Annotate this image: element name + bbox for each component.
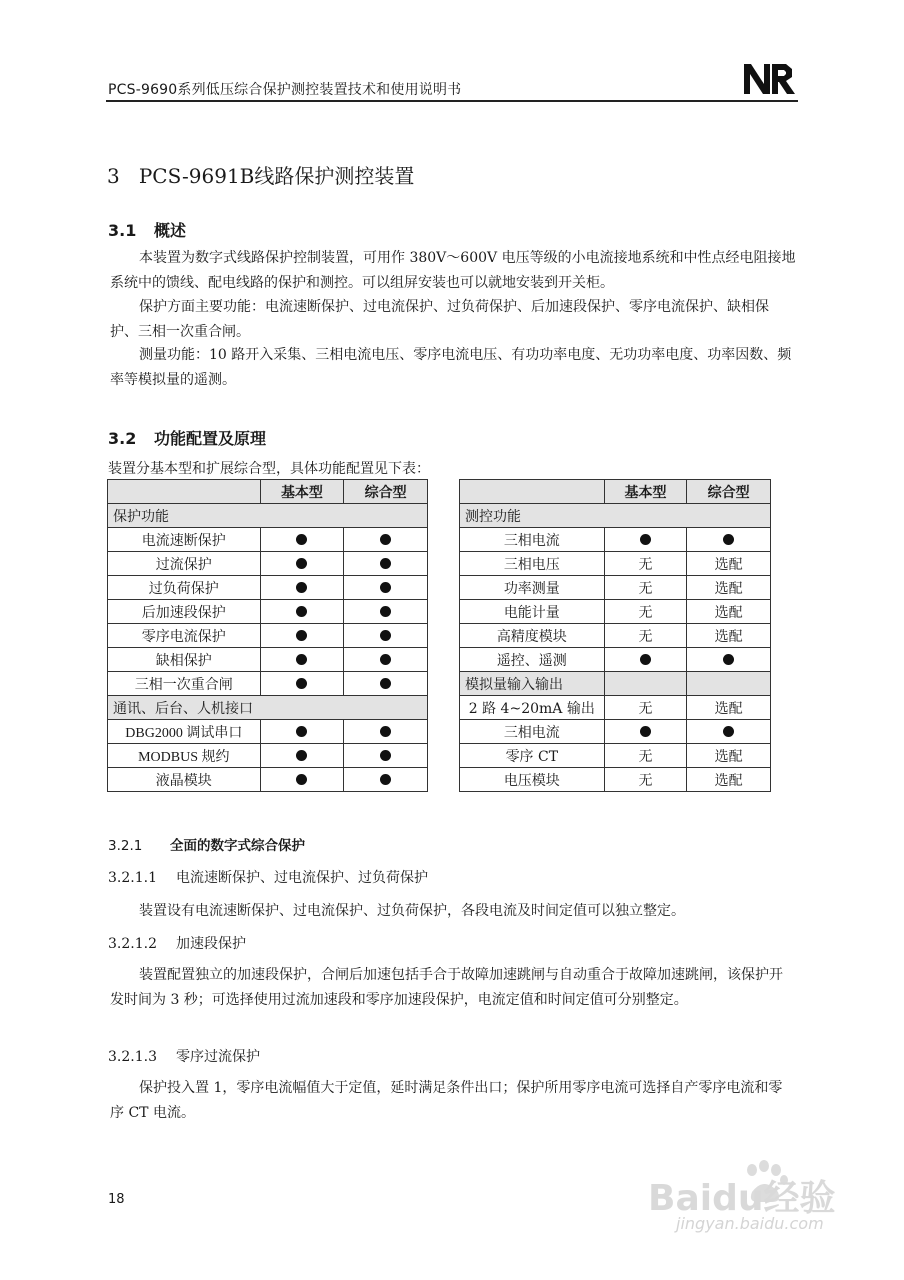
col-full-header: 综合型 [687,480,771,504]
table-row [108,744,428,768]
function-name: 三相一次重合闸 [108,672,261,696]
basic-value: 无 [604,744,687,768]
section-3-1-heading [108,218,186,241]
function-name: 后加速段保护 [108,600,261,624]
supported-dot-icon [296,774,307,785]
function-name: 2 路 4~20mA 输出 [460,696,605,720]
section-3-2-1-heading [108,834,305,854]
table-row [108,720,428,744]
supported-dot-icon [723,726,734,737]
supported-dot-icon [380,678,391,689]
full-value: 选配 [687,600,771,624]
supported-dot-icon [380,534,391,545]
supported-dot-icon [296,606,307,617]
supported-dot-icon [296,678,307,689]
section-row-communication: 通讯、后台、人机接口 [108,696,428,720]
table-row [460,528,771,552]
supported-dot-icon [296,630,307,641]
function-name: 零序电流保护 [108,624,261,648]
header-blank-cell [108,480,261,504]
overview-paragraph-2: 保护方面主要功能：电流速断保护、过电流保护、过负荷保护、后加速段保护、零序电流保护、缺相保护、三相一次重合闸。 [110,299,769,340]
table-row [460,720,771,744]
supported-dot-icon [296,534,307,545]
table-row [108,528,428,552]
section-3-2-1-1-heading [108,867,428,887]
table-row [108,576,428,600]
supported-dot-icon [380,750,391,761]
table-row [460,696,771,720]
supported-dot-icon [296,582,307,593]
supported-dot-icon [380,558,391,569]
measurement-function-table [459,479,771,792]
full-value: 选配 [687,696,771,720]
section-row-analog-io: 模拟量输入输出 [460,672,605,696]
section-number: 3.2.1.2 [108,936,157,952]
section-title: 加速段保护 [176,936,246,952]
protection-function-table [107,479,428,792]
basic-value: 无 [604,768,687,792]
section-blank-cell [687,672,771,696]
section-row-protection: 保护功能 [108,504,428,528]
function-name: 三相电流 [460,528,605,552]
running-header-title: PCS-9690系列低压综合保护测控装置技术和使用说明书 [108,82,462,98]
supported-dot-icon [296,750,307,761]
col-basic-header: 基本型 [604,480,687,504]
function-name: 遥控、遥测 [460,648,605,672]
watermark-brand: Baidu经验 [648,1178,836,1219]
basic-value: 无 [604,600,687,624]
section-3-2-1-2-heading [108,933,246,953]
table-row [460,744,771,768]
supported-dot-icon [296,726,307,737]
supported-dot-icon [380,630,391,641]
function-name: 功率测量 [460,576,605,600]
basic-value: 无 [604,624,687,648]
function-name: 过负荷保护 [108,576,261,600]
page-number: 18 [108,1192,125,1207]
table-row [108,768,428,792]
function-name: 过流保护 [108,552,261,576]
supported-dot-icon [640,654,651,665]
supported-dot-icon [640,726,651,737]
table-row [108,552,428,576]
full-value: 选配 [687,624,771,648]
function-name: 电压模块 [460,768,605,792]
chapter-title: PCS-9691B线路保护测控装置 [138,164,415,188]
section-title: 电流速断保护、过电流保护、过负荷保护 [176,870,428,886]
section-3-2-1-3-heading [108,1046,260,1066]
section-number: 3.2.1.1 [108,870,157,886]
supported-dot-icon [723,534,734,545]
basic-value: 无 [604,552,687,576]
section-row-measurement: 测控功能 [460,504,771,528]
table-row [460,576,771,600]
function-name: 三相电流 [460,720,605,744]
watermark-url: jingyan.baidu.com [676,1214,824,1233]
section-title: 概述 [154,221,187,240]
function-name: 三相电压 [460,552,605,576]
function-name: 电流速断保护 [108,528,261,552]
col-full-header: 综合型 [344,480,428,504]
supported-dot-icon [640,534,651,545]
table-row [108,624,428,648]
full-value: 选配 [687,768,771,792]
basic-value: 无 [604,696,687,720]
table-intro: 装置分基本型和扩展综合型，具体功能配置见下表： [108,461,430,477]
full-value: 选配 [687,576,771,600]
acceleration-paragraph: 装置配置独立的加速段保护，合闸后加速包括手合于故障加速跳闸与自动重合于故障加速跳闸，该保护开发时间为 3 秒；可选择使用过流加速段和零序加速段保护，电流定值和时间定值可分别整定。 [110,967,783,1008]
supported-dot-icon [296,654,307,665]
supported-dot-icon [380,774,391,785]
nr-logo [742,62,798,100]
header-blank-cell [460,480,605,504]
table-row [460,624,771,648]
function-name: MODBUS 规约 [108,744,261,768]
function-name: DBG2000 调试串口 [108,720,261,744]
basic-value: 无 [604,576,687,600]
section-blank-cell [604,672,687,696]
zero-sequence-paragraph: 保护投入置 1，零序电流幅值大于定值，延时满足条件出口；保护所用零序电流可选择自产零序电流和零序 CT 电流。 [110,1080,783,1121]
full-value: 选配 [687,744,771,768]
overview-paragraph-1: 本装置为数字式线路保护控制装置，可用作 380V～600V 电压等级的小电流接地系统和中性点经电阻接地系统中的馈线、配电线路的保护和测控。可以组屏安装也可以就地安装到开关柜。 [110,250,796,291]
full-value: 选配 [687,552,771,576]
function-name: 缺相保护 [108,648,261,672]
section-number: 3.1 [108,221,137,240]
header-rule [106,100,798,102]
table-row [108,600,428,624]
section-3-2-heading [108,426,266,449]
section-number: 3.2.1 [108,838,143,854]
table-row [460,648,771,672]
function-name: 液晶模块 [108,768,261,792]
function-name: 电能计量 [460,600,605,624]
chapter-number: 3 [107,164,120,188]
overcurrent-paragraph: 装置设有电流速断保护、过电流保护、过负荷保护，各段电流及时间定值可以独立整定。 [139,903,685,919]
supported-dot-icon [723,654,734,665]
table-header-row [108,480,428,504]
col-basic-header: 基本型 [260,480,344,504]
table-row [460,600,771,624]
table-row [108,648,428,672]
section-title: 零序过流保护 [176,1049,260,1065]
supported-dot-icon [380,654,391,665]
section-title: 全面的数字式综合保护 [170,838,305,854]
nr-logo-icon [742,62,798,96]
table-row [460,768,771,792]
function-name: 高精度模块 [460,624,605,648]
chapter-heading [107,160,414,189]
supported-dot-icon [380,606,391,617]
supported-dot-icon [380,726,391,737]
section-number: 3.2 [108,429,137,448]
supported-dot-icon [380,582,391,593]
section-title: 功能配置及原理 [154,429,267,448]
table-row [108,672,428,696]
function-name: 零序 CT [460,744,605,768]
supported-dot-icon [296,558,307,569]
table-row [460,552,771,576]
section-number: 3.2.1.3 [108,1049,157,1065]
overview-paragraph-3: 测量功能：10 路开入采集、三相电流电压、零序电流电压、有功功率电度、无功功率电度、功率因数、频率等模拟量的遥测。 [110,347,792,388]
table-header-row [460,480,771,504]
